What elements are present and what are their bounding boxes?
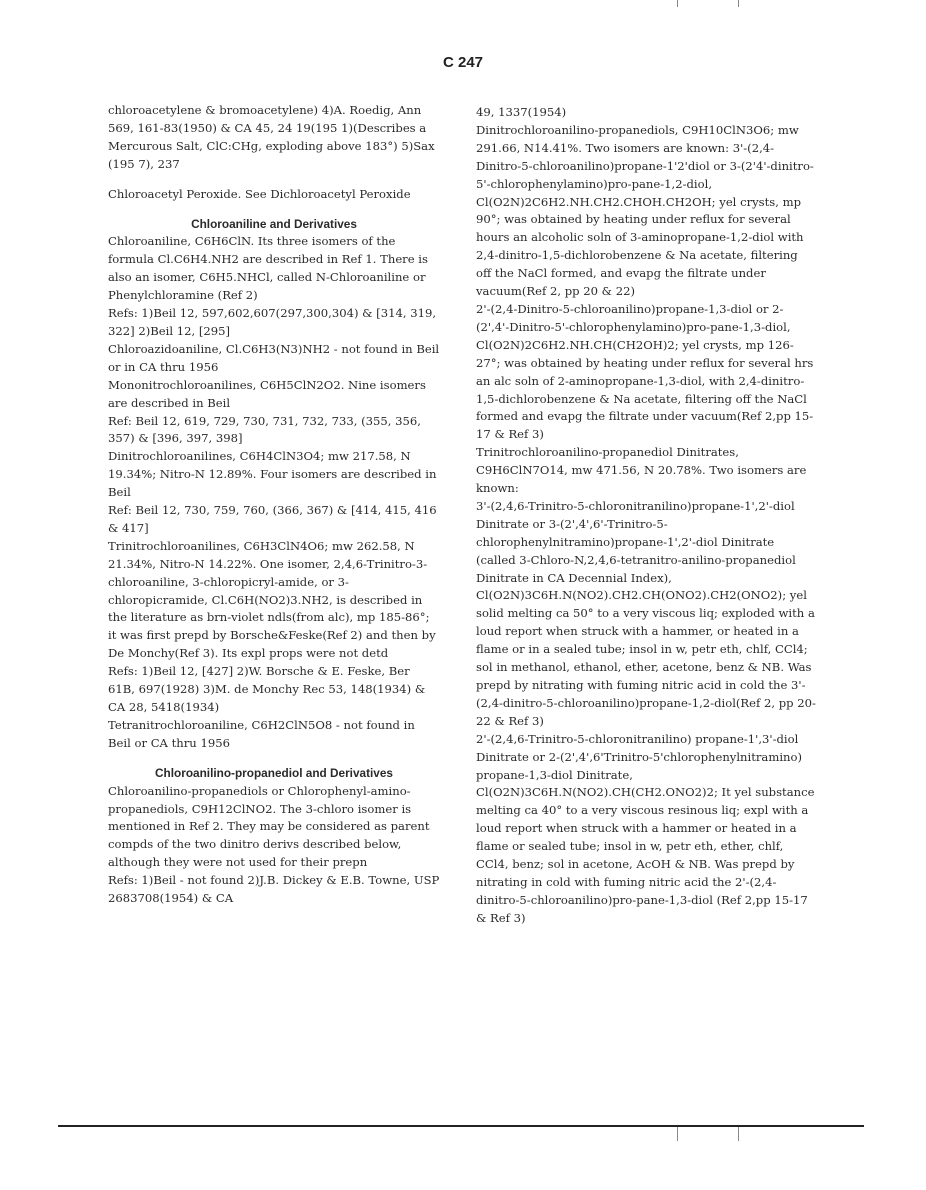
entry-dinitrochloroanilines: Dinitrochloroanilines, C6H4ClN3O4; mw 217.58, N 19.34%; Nitro-N 12.89%. Four isomers are described in Beil [108, 449, 437, 500]
entry-isomer: 3'-(2,4,6-Trinitro-5-chloronitranilino)propane-1',2'-diol Dinitrate or 3-(2',4',6'-Trinitro-5-chlorophenylnitramino)propane-1',2'-diol Dinitrate (called 3-Chloro-N,2,4,6-tetranitro-anilino-propanediol Dinitrate in CA Decennial Index), Cl(O2N)3C6H.N(NO2).CH2.CH(ONO2).CH2(ONO2); yel solid melting ca 50° to a very viscous liq; exploded with a loud report when struck with a hammer, or heated in a flame or in a sealed tube; insol in w, petr eth, chlf, CCl4; sol in methanol, ethanol, ether, acetone, benz & NB. Was prepd by nitrating with fuming nitric acid in cold the 3'-(2,4-dinitro-5-chloroanilino)propane-1,2-diol(Ref 2, pp 20-22 & Ref 3) [476, 498, 816, 728]
paragraph: chloroacetylene & bromoacetylene) 4)A. Roedig, Ann 569, 161-83(1950) & CA 45, 24 19(195 1)(Describes a Mercurous Salt, ClC:CHg, exploding above 183°) 5)Sax (195 7), 237 [108, 103, 435, 171]
entry-chloroazidoaniline: Chloroazidoaniline, Cl.C6H3(N3)NH2 - not found in Beil or in CA thru 1956 [108, 341, 440, 374]
scan-mark [738, 0, 739, 7]
refs: Ref: Beil 12, 619, 729, 730, 731, 732, 733, (355, 356, 357) & [396, 397, 398] [108, 413, 421, 446]
section-heading: Chloroanilino-propanediol and Derivatives [155, 765, 393, 780]
entry-mononitrochloroanilines: Mononitrochloroanilines, C6H5ClN2O2. Nine isomers are described in Beil [108, 377, 426, 410]
section-heading: Chloroaniline and Derivatives [191, 216, 357, 231]
refs: Refs: 1)Beil 12, [427] 2)W. Borsche & E. Feske, Ber 61B, 697(1928) 3)M. de Monchy Rec 53, 148(1934) & CA 28, 5418(1934) [108, 664, 426, 714]
refs: Ref: Beil 12, 730, 759, 760, (366, 367) & [414, 415, 416 & 417] [108, 503, 437, 535]
refs: Refs: 1)Beil 12, 597,602,607(297,300,304) & [314, 319, 322] 2)Beil 12, [295] [108, 306, 437, 338]
bottom-rule [58, 1125, 864, 1127]
refs: Refs: 1)Beil - not found 2)J.B. Dickey & E.B. Towne, USP 2683708(1954) & CA [108, 873, 440, 906]
left-column [108, 102, 440, 908]
entry-chloroacetyl-peroxide: Chloroacetyl Peroxide. See Dichloroacetyl Peroxide [108, 186, 411, 201]
paragraph: 49, 1337(1954) [476, 105, 567, 119]
entry-chloroaniline: Chloroaniline, C6H6ClN. Its three isomers of the formula Cl.C6H4.NH2 are described in Ref 1. There is also an isomer, C6H5.NHCl, called N-Chloroaniline or Phenylchloramine (Ref 2) [108, 234, 428, 303]
scan-mark [738, 1127, 739, 1141]
right-column [476, 104, 816, 928]
scan-mark [677, 1127, 678, 1141]
entry-dinitrochloroanilino-propanediols: Dinitrochloroanilino-propanediols, C9H10ClN3O6; mw 291.66, N14.41%. Two isomers are known: 3'-(2,4-Dinitro-5-chloroanilino)propane-1'2'diol or 3-(2'4'-dinitro-5'-chlorophenylamino)pro-pane-1,2-diol, Cl(O2N)2C6H2.NH.CH2.CHOH.CH2OH; yel crysts, mp 90°; was obtained by heating under reflux for several hours an alcoholic soln of 3-aminopropane-1,2-diol with 2,4-dinitro-1,5-dichlorobenzene & Na acetate, filtering off the NaCl formed, and evapg the filtrate under vacuum(Ref 2, pp 20 & 22) [476, 122, 814, 299]
entry-isomer: 2'-(2,4,6-Trinitro-5-chloronitranilino) propane-1',3'-diol Dinitrate or 2-(2',4',6'Trinitro-5'chlorophenylnitramino) propane-1,3-diol Dinitrate, Cl(O2N)3C6H.N(NO2).CH(CH2.ONO2)2; It yel substance melting ca 40° to a very viscous resinous liq; expl with a loud report when struck with a hammer or heated in a flame or sealed tube; insol in w, petr eth, ether, chlf, CCl4, benz; sol in acetone, AcOH & NB. Was prepd by nitrating in cold with fuming nitric acid the 2'-(2,4-dinitro-5-chloroanilino)pro-pane-1,3-diol (Ref 2,pp 15-17 & Ref 3) [476, 731, 815, 925]
entry-trinitrochloroanilines: Trinitrochloroanilines, C6H3ClN4O6; mw 262.58, N 21.34%, Nitro-N 14.22%. One isomer, 2,4,6-Trinitro-3-chloroaniline, 3-chloropicryl-amide, or 3-chloropicramide, Cl.C6H(NO2)3.NH2, is described in the literature as brn-violet ndls(from alc), mp 185-86°; it was first prepd by Borsche&Feske(Ref 2) and then by De Monchy(Ref 3). Its expl props were not detd [108, 538, 436, 661]
entry-isomer: 2'-(2,4-Dinitro-5-chloroanilino)propane-1,3-diol or 2-(2',4'-Dinitro-5'-chlorophenylamino)pro-pane-1,3-diol, Cl(O2N)2C6H2.NH.CH(CH2OH)2; yel crysts, mp 126-27°; was obtained by heating under reflux for several hrs an alc soln of 2-aminopropane-1,3-diol, with 2,4-dinitro-1,5-dichlorobenzene & Na acetate, filtering off the NaCl formed and evapg the filtrate under vacuum(Ref 2,pp 15-17 & Ref 3) [476, 301, 814, 442]
scan-mark [677, 0, 678, 7]
entry-trinitrochloroanilino-propanediol-dinitrates: Trinitrochloroanilino-propanediol Dinitrates, C9H6ClN7O14, mw 471.56, N 20.78%. Two isomers are known: [476, 445, 807, 496]
page-number: C 247 [442, 54, 484, 71]
entry-tetranitrochloroaniline: Tetranitrochloroaniline, C6H2ClN5O8 - not found in Beil or CA thru 1956 [108, 717, 415, 750]
entry-chloroanilino-propanediols: Chloroanilino-propanediols or Chlorophenyl-amino-propanediols, C9H12ClNO2. The 3-chloro isomer is mentioned in Ref 2. They may be considered as parent compds of the two dinitro derivs described below, although they were not used for their prepn [108, 783, 430, 870]
